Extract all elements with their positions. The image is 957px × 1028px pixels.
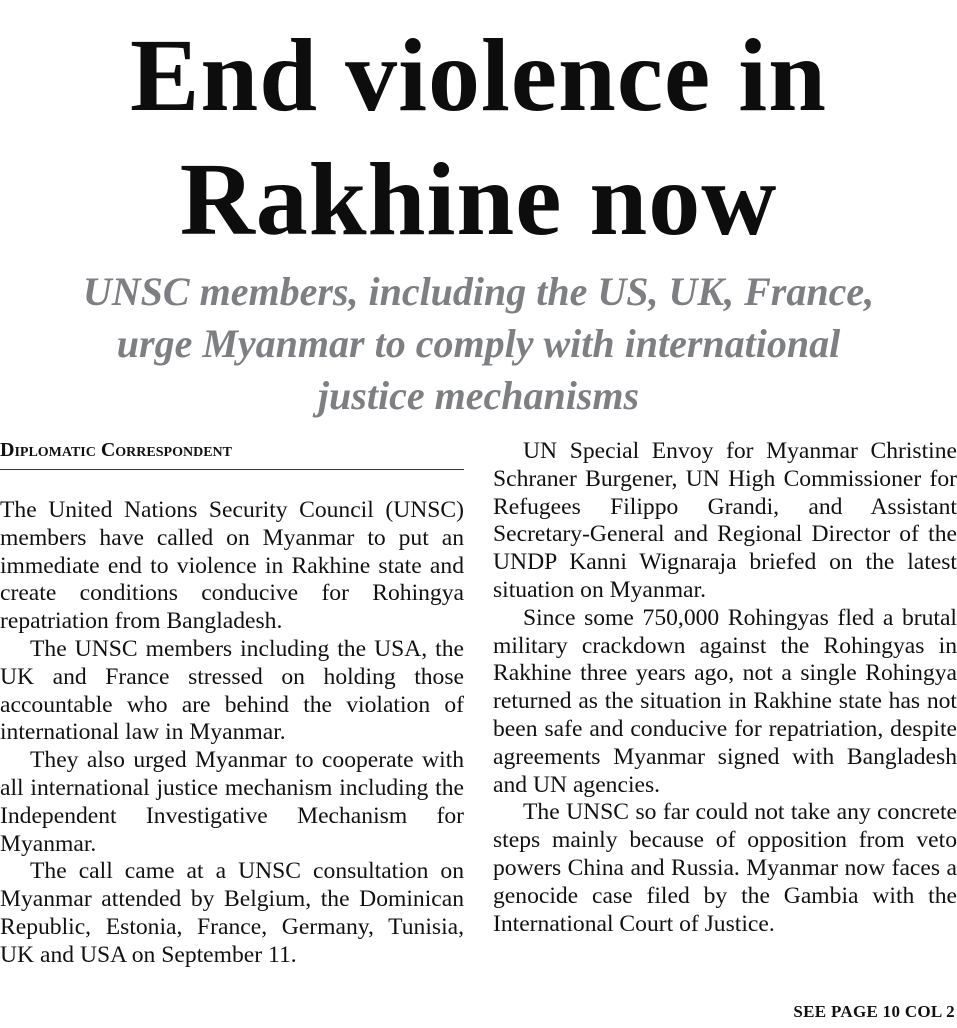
headline-line-2: Rakhine now: [179, 142, 778, 257]
paragraph: They also urged Myanmar to cooperate with all international justice mechanism including the Independent Investigative Mechanism for Myanmar.: [0, 747, 464, 857]
continuation-jump-line: SEE PAGE 10 COL 2: [793, 1002, 955, 1021]
subheadline-line-1: UNSC members, including the US, UK, France,: [82, 269, 875, 314]
byline: Diplomatic Correspondent: [0, 438, 464, 470]
article-column-left: [0, 438, 464, 970]
subheadline-line-3: justice mechanisms: [317, 373, 640, 418]
headline-line-1: End violence in: [130, 18, 827, 133]
paragraph: The call came at a UNSC consultation on Myanmar attended by Belgium, the Dominican Republic, Estonia, France, Germany, Tunisia, UK and USA on September 11.: [0, 858, 464, 968]
subheadline-line-2: urge Myanmar to comply with international: [116, 321, 841, 366]
paragraph: UN Special Envoy for Myanmar Christine Schraner Burgener, UN High Commissioner for Refugees Filippo Grandi, and Assistant Secretary-General and Regional Director of the UNDP Kanni Wignaraja briefed on the latest situation on Myanmar.: [493, 438, 957, 603]
article-column-right: [493, 438, 957, 938]
paragraph: The United Nations Security Council (UNSC) members have called on Myanmar to put an immediate end to violence in Rakhine state and create conditions conducive for Rohingya repatriation from Bangladesh.: [0, 497, 464, 635]
paragraph: Since some 750,000 Rohingyas fled a brutal military crackdown against the Rohingyas in Rakhine three years ago, not a single Rohingya returned as the situation in Rakhine state has not been safe and conducive for repatriation, despite agreements Myanmar signed with Bangladesh and UN agencies.: [493, 604, 957, 798]
subheadline: [0, 266, 957, 422]
paragraph: The UNSC so far could not take any concrete steps mainly because of opposition from veto powers China and Russia. Myanmar now faces a genocide case filed by the Gambia with the International Court of Justice.: [493, 799, 957, 937]
headline: [0, 14, 957, 262]
paragraph: The UNSC members including the USA, the UK and France stressed on holding those accountable who are behind the violation of international law in Myanmar.: [0, 635, 464, 746]
